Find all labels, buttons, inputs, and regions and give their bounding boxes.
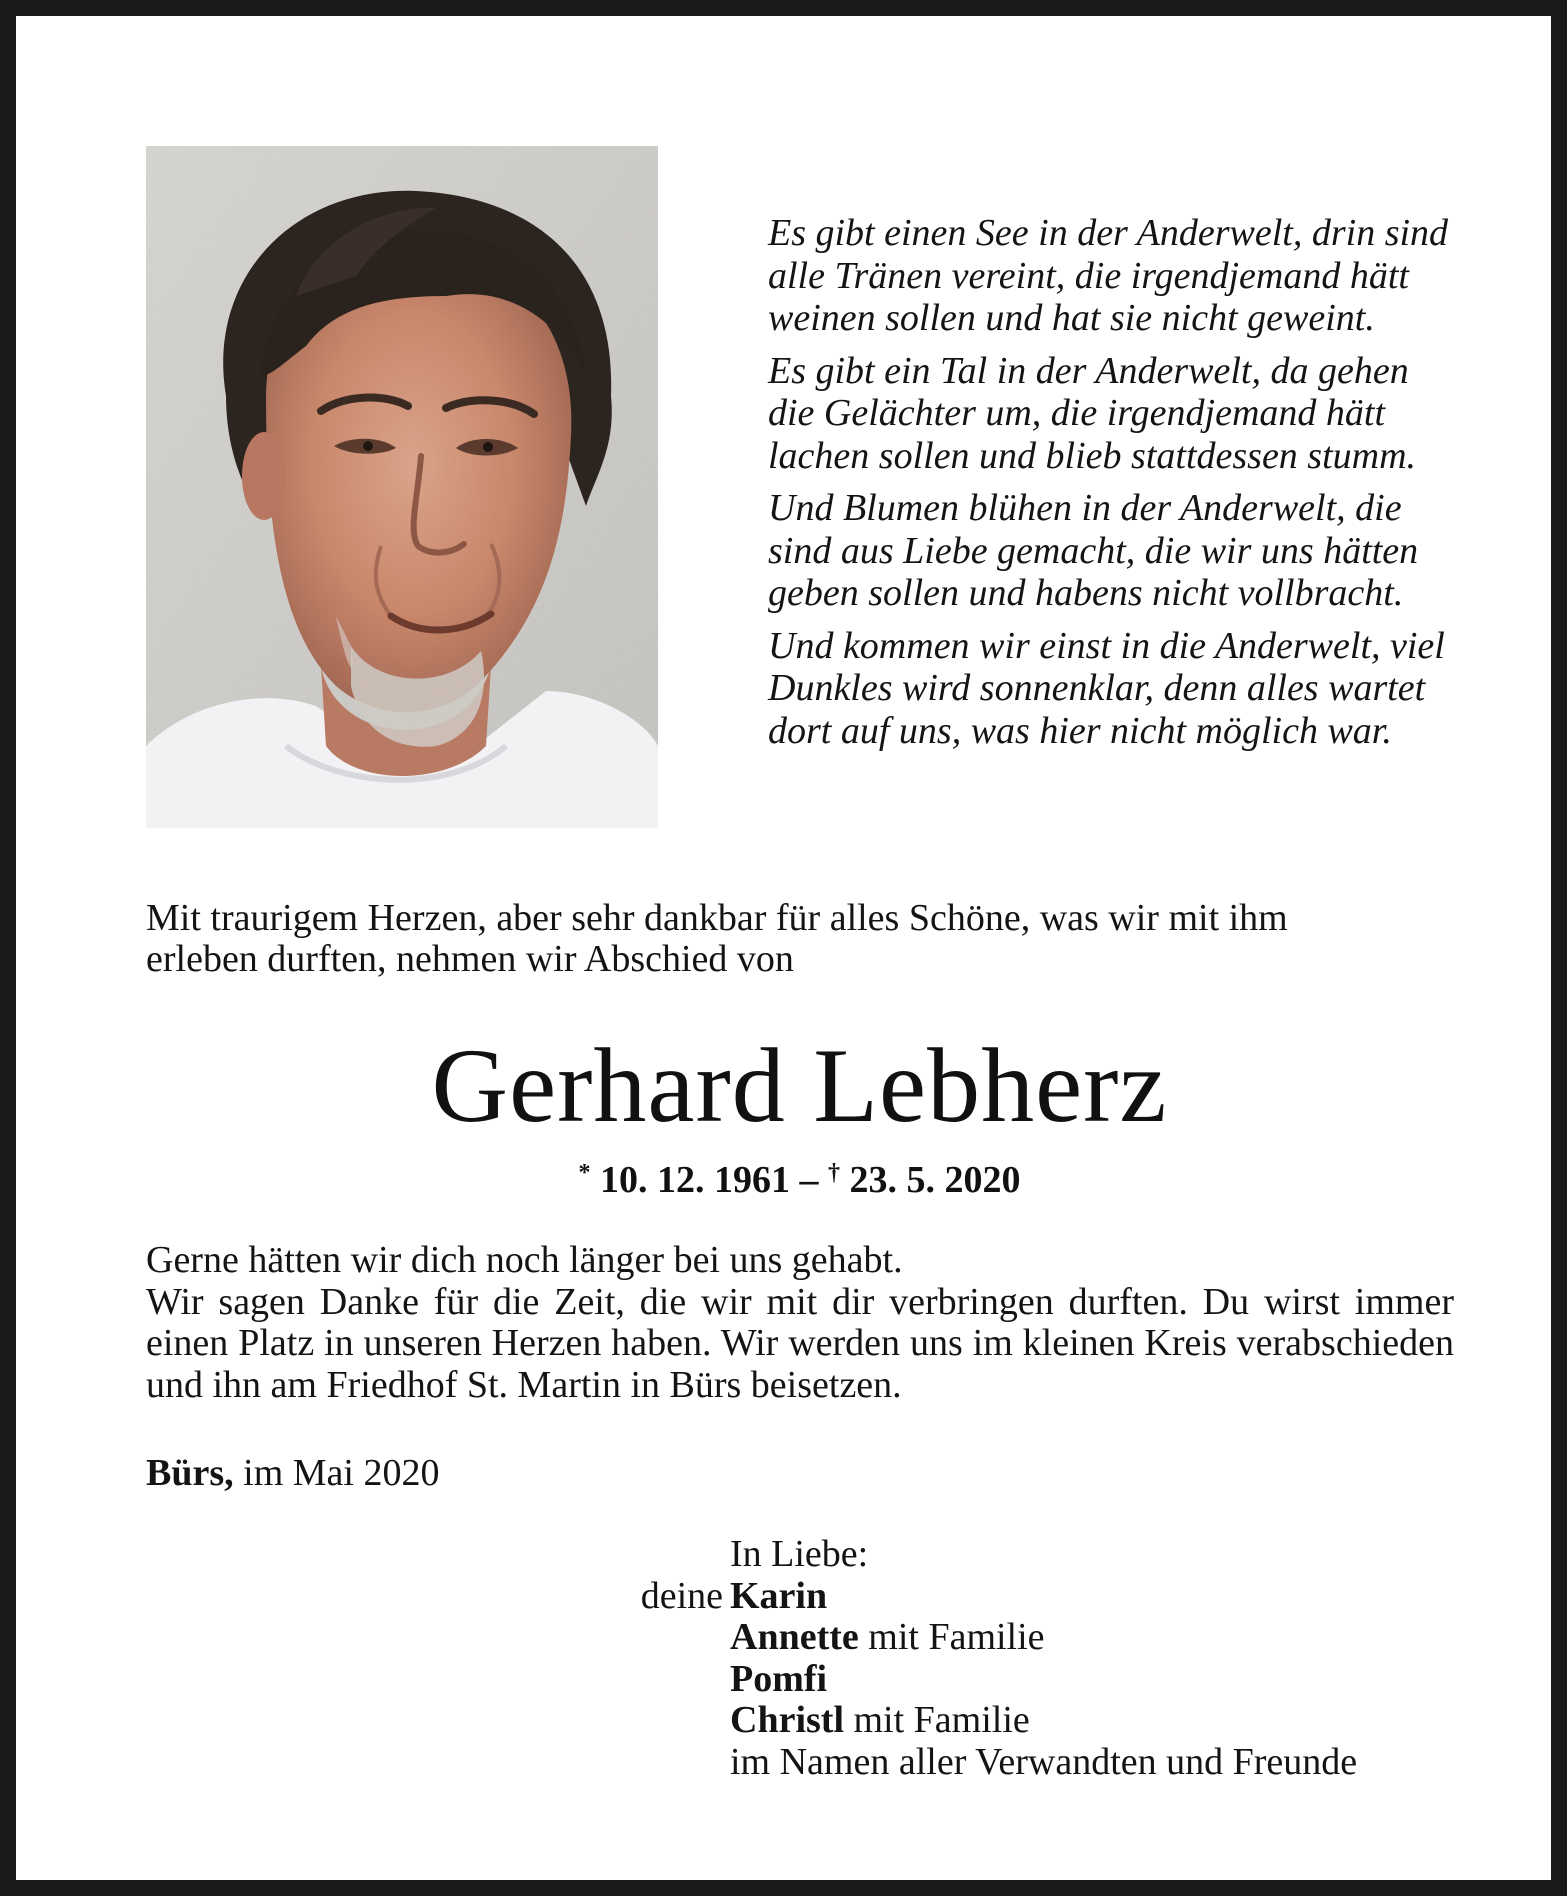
poem-line: Und Blumen blühen in der Anderwelt, die <box>768 487 1402 529</box>
poem-stanza <box>768 350 1508 478</box>
date-separator: – <box>799 1159 819 1201</box>
death-date: 23. 5. 2020 <box>849 1159 1021 1201</box>
signature-row <box>16 1617 1567 1659</box>
life-dates <box>16 1156 1567 1204</box>
birth-date: 10. 12. 1961 <box>600 1159 790 1201</box>
signature-name: Annette <box>730 1616 859 1658</box>
message-paragraph: Wir sagen Danke für die Zeit, die wir mit dir verbringen durften. Du wirst immer einen Platz in unseren Herzen haben. Wir werden uns im kleinen Kreis verabschieden und ihn am Friedhof St. Martin in Bürs beisetzen. <box>146 1280 1454 1406</box>
poem-stanza <box>768 487 1508 615</box>
date: im Mai 2020 <box>243 1452 440 1494</box>
intro-text <box>146 898 1466 980</box>
poem-line: Es gibt ein Tal in der Anderwelt, da gehen <box>768 349 1409 392</box>
poem-line: dort auf uns, was hier nicht möglich war. <box>768 709 1392 752</box>
signature-closing-text: im Namen aller Verwandten und Freunde <box>730 1740 1358 1783</box>
poem-line: die Gelächter um, die irgendjemand hätt <box>768 392 1386 434</box>
poem-line: Und kommen wir einst in die Anderwelt, viel <box>768 624 1445 667</box>
intro-line: Mit traurigem Herzen, aber sehr dankbar für alles Schöne, was wir mit ihm <box>146 897 1288 939</box>
signatures-heading-text: In Liebe: <box>730 1533 869 1575</box>
message-text <box>146 1240 1454 1406</box>
signature-row <box>16 1576 1567 1618</box>
signature-row <box>16 1700 1567 1742</box>
signature-name: Christl <box>730 1699 844 1741</box>
poem-stanza <box>768 212 1508 340</box>
signature-row <box>16 1659 1567 1701</box>
poem-line: Es gibt einen See in der Anderwelt, drin sind <box>768 212 1449 254</box>
poem-line: Dunkles wird sonnenklar, denn alles wartet <box>768 667 1426 709</box>
poem-line: geben sollen und habens nicht vollbracht. <box>768 572 1404 614</box>
birth-symbol: * <box>578 1160 591 1186</box>
signature-suffix: mit Familie <box>853 1699 1030 1741</box>
signature-prefix: deine <box>640 1574 723 1617</box>
death-symbol: † <box>828 1160 840 1186</box>
signature-closing <box>16 1742 1567 1784</box>
place-date <box>146 1449 439 1497</box>
signature-name: Karin <box>730 1574 828 1617</box>
poem-line: weinen sollen und hat sie nicht geweint. <box>768 297 1375 339</box>
message-first-line: Gerne hätten wir dich noch länger bei uns gehabt. <box>146 1239 903 1281</box>
signature-name: Pomfi <box>730 1657 828 1700</box>
signatures <box>16 1534 1567 1783</box>
portrait-photo <box>146 146 658 828</box>
place: Bürs, <box>146 1452 234 1494</box>
poem-line: sind aus Liebe gemacht, die wir uns hätten <box>768 529 1419 572</box>
deceased-name: Gerhard Lebherz <box>431 1027 1168 1144</box>
poem <box>768 212 1508 762</box>
poem-line: lachen sollen und blieb stattdessen stumm. <box>768 434 1417 477</box>
intro-line: erleben durften, nehmen wir Abschied von <box>146 938 794 980</box>
poem-stanza <box>768 625 1508 753</box>
poem-line: alle Tränen vereint, die irgendjemand hätt <box>768 254 1409 297</box>
signatures-heading <box>16 1534 1567 1576</box>
signature-suffix: mit Familie <box>868 1616 1045 1658</box>
